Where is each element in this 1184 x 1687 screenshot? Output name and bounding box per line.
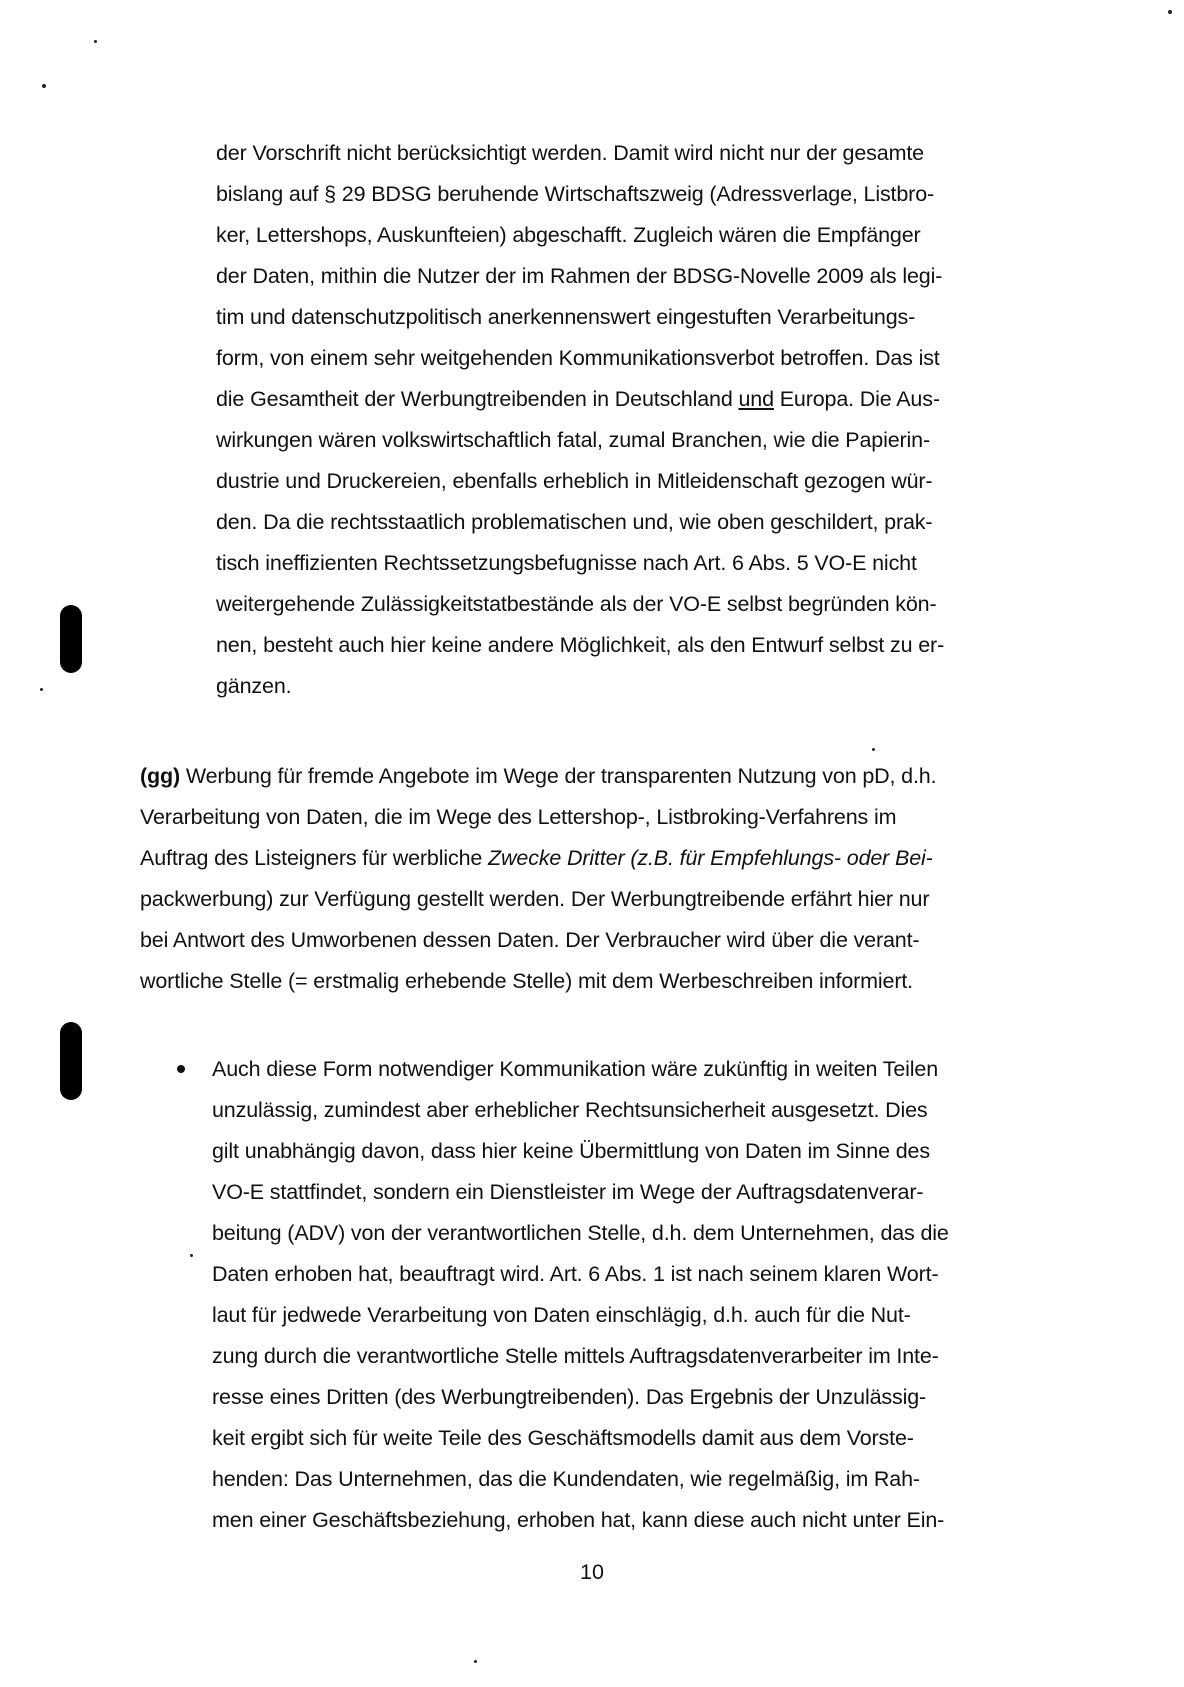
- text-line: resse eines Dritten (des Werbungtreibenden). Das Ergebnis der Unzulässig-: [212, 1385, 927, 1409]
- text-line: Daten erhoben hat, beauftragt wird. Art. 6 Abs. 1 ist nach seinem klaren Wort-: [212, 1262, 939, 1286]
- text-line: Auch diese Form notwendiger Kommunikation wäre zukünftig in weiten Teilen: [212, 1057, 939, 1081]
- text-line: dustrie und Druckereien, ebenfalls erheblich in Mitleidenschaft gezogen wür-: [216, 469, 933, 493]
- text-line: bislang auf § 29 BDSG beruhende Wirtschaftszweig (Adressverlage, Listbro-: [216, 182, 935, 206]
- scan-speck: [42, 84, 46, 88]
- text-line: gilt unabhängig davon, dass hier keine Übermittlung von Daten im Sinne des: [212, 1139, 930, 1163]
- scan-speck: [190, 1254, 193, 1257]
- text-line: Verarbeitung von Daten, die im Wege des Lettershop-, Listbroking-Verfahrens im: [140, 805, 897, 829]
- page-number: 10: [580, 1560, 604, 1584]
- text-line: henden: Das Unternehmen, das die Kundendaten, wie regelmäßig, im Rah-: [212, 1467, 920, 1491]
- text-line: beitung (ADV) von der verantwortlichen Stelle, d.h. dem Unternehmen, das die: [212, 1221, 949, 1245]
- text-line: laut für jedwede Verarbeitung von Daten einschlägig, d.h. auch für die Nut-: [212, 1303, 911, 1327]
- text-line: tisch ineffizienten Rechtssetzungsbefugnisse nach Art. 6 Abs. 5 VO-E nicht: [216, 551, 917, 575]
- text-span: Auftrag des Listeigners für werbliche: [140, 846, 489, 870]
- text-line: [140, 844, 933, 872]
- text-line: gänzen.: [216, 674, 292, 698]
- text-line: tim und datenschutzpolitisch anerkennenswert eingestuften Verarbeitungs-: [216, 305, 916, 329]
- text-line: unzulässig, zumindest aber erheblicher Rechtsunsicherheit ausgesetzt. Dies: [212, 1098, 928, 1122]
- section-tag: (gg): [140, 764, 180, 788]
- scan-speck: [872, 748, 875, 751]
- text-line: keit ergibt sich für weite Teile des Geschäftsmodells damit aus dem Vorste-: [212, 1426, 914, 1450]
- text-line: men einer Geschäftsbeziehung, erhoben hat, kann diese auch nicht unter Ein-: [212, 1508, 945, 1532]
- underlined-word: und: [738, 387, 774, 411]
- text-line: wortliche Stelle (= erstmalig erhebende Stelle) mit dem Werbeschreiben informiert.: [140, 969, 913, 993]
- scan-speck: [94, 40, 97, 43]
- bullet-point: [177, 1065, 185, 1073]
- text-line: ker, Lettershops, Auskunfteien) abgeschafft. Zugleich wären die Empfänger: [216, 223, 921, 247]
- text-line: der Vorschrift nicht berücksichtigt werden. Damit wird nicht nur der gesamte: [216, 141, 924, 165]
- scan-speck: [1168, 10, 1172, 14]
- punch-hole-mark: [60, 605, 82, 673]
- text-line: wirkungen wären volkswirtschaftlich fatal, zumal Branchen, wie die Papierin-: [216, 428, 930, 452]
- italic-span: Zwecke Dritter (z.B. für Empfehlungs- oder Bei-: [488, 846, 933, 870]
- text-line: VO-E stattfindet, sondern ein Dienstleister im Wege der Auftragsdatenverar-: [212, 1180, 924, 1204]
- text-line: bei Antwort des Umworbenen dessen Daten. Der Verbraucher wird über die verant-: [140, 928, 920, 952]
- text-line: zung durch die verantwortliche Stelle mittels Auftragsdatenverarbeiter im Inte-: [212, 1344, 939, 1368]
- text-line: der Daten, mithin die Nutzer der im Rahmen der BDSG-Novelle 2009 als legi-: [216, 264, 943, 288]
- text-span: die Gesamtheit der Werbungtreibenden in Deutschland: [216, 387, 739, 411]
- text-line: weitergehende Zulässigkeitstatbestände als der VO-E selbst begründen kön-: [216, 592, 937, 616]
- scan-speck: [474, 1660, 477, 1663]
- text-line: form, von einem sehr weitgehenden Kommunikationsverbot betroffen. Das ist: [216, 346, 940, 370]
- scan-speck: [40, 688, 43, 691]
- punch-hole-mark: [60, 1022, 82, 1100]
- text-line: nen, besteht auch hier keine andere Möglichkeit, als den Entwurf selbst zu er-: [216, 633, 945, 657]
- text-span: Europa. Die Aus-: [773, 387, 940, 411]
- text-line: [216, 385, 940, 413]
- text-line: den. Da die rechtsstaatlich problematischen und, wie oben geschildert, prak-: [216, 510, 933, 534]
- text-line: packwerbung) zur Verfügung gestellt werden. Der Werbungtreibende erfährt hier nur: [140, 887, 930, 911]
- text-line: [140, 762, 936, 790]
- text-span: Werbung für fremde Angebote im Wege der transparenten Nutzung von pD, d.h.: [180, 764, 937, 788]
